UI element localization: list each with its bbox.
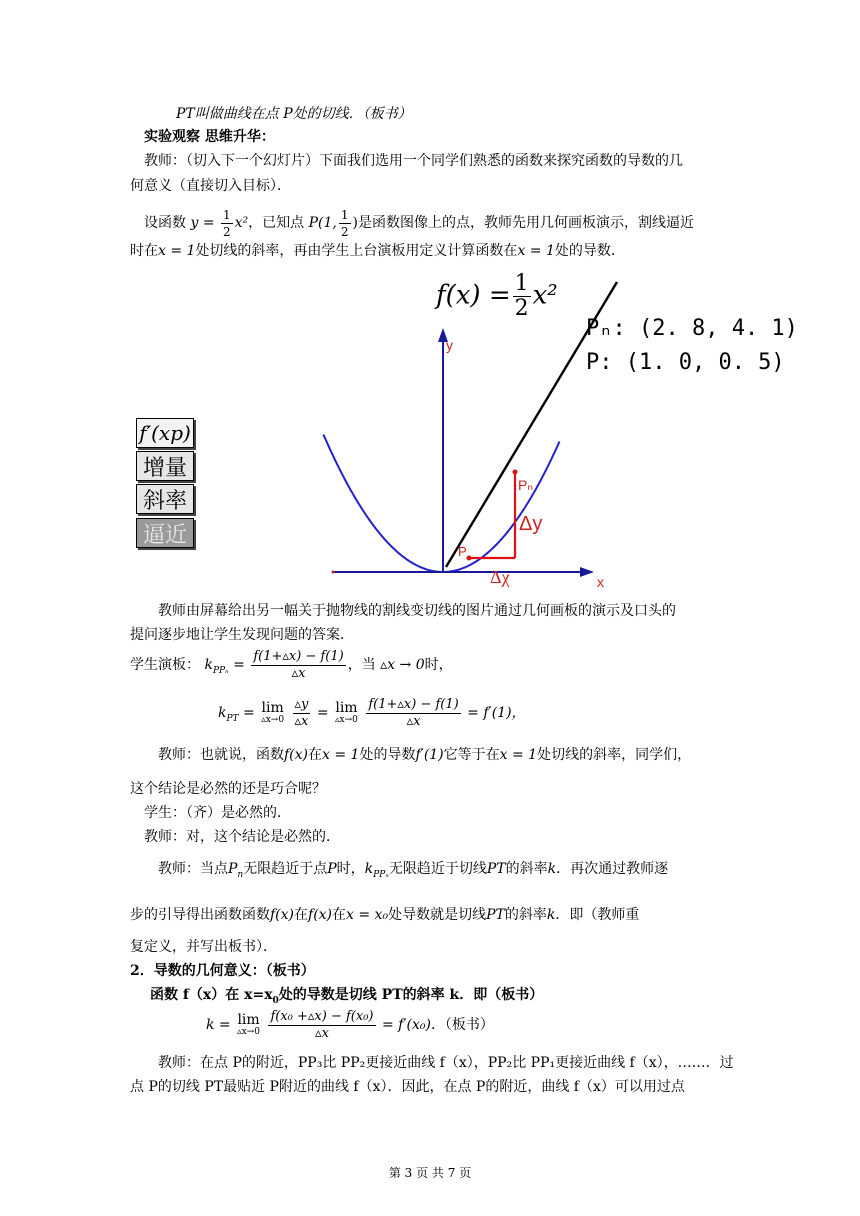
figure-formula: f(x) = $\frac{1}{2}$ x² [436, 271, 558, 321]
section-heading-experiment: 实验观察 思维升华： [144, 129, 275, 145]
delta-y-label: Δy [519, 513, 543, 535]
readout-pn: Pₙ: (2. 8, 4. 1) [586, 316, 798, 341]
parabola-figure [0, 262, 860, 592]
pn-label: Pₙ [518, 477, 533, 493]
text-line-6: 时在x = 1处切线的斜率，再由学生上台演板用定义计算函数在x = 1处的导数． [130, 243, 625, 259]
section-heading-geometric-meaning: 2．导数的几何意义：（板书） [130, 963, 315, 979]
text-line-21: 点 P的切线 PT最贴近 P附近的曲线 f（x）．因此，在点 P的附近，曲线 f（x）可以用过点 [130, 1079, 685, 1095]
button-derivative[interactable]: f′(xp) [136, 418, 194, 448]
text-line-15: 步的引导得出函数函数f(x)在f(x)在x = x₀处导数就是切线PT的斜率k．即（教师重 [130, 907, 640, 923]
text-line-8: 提问逐步地让学生发现问题的答案． [130, 627, 354, 643]
button-approach[interactable]: 逼近 [136, 518, 194, 548]
delta-x-label: Δχ [490, 567, 510, 587]
text-line-13: 教师：对，这个结论是必然的． [144, 829, 340, 845]
point-p [467, 556, 472, 561]
student-board-line: 学生演板： $k_{PP_n}$ = $\frac{f(1+▵x) - f(1)}{▵x}$ ，当 ▵x → 0时， [130, 648, 453, 681]
y-axis-label: y [446, 337, 453, 353]
text-line-16: 复定义，并写出板书）． [130, 939, 277, 955]
point-pn [513, 470, 518, 475]
text-line-11: 这个结论是必然的还是巧合呢？ [130, 781, 326, 797]
text-line-12: 学生：（齐）是必然的． [144, 805, 291, 821]
limit-equation: $k_{PT} = \lim$ ▵x→0 $\frac{▵y}{▵x}$ = lim ▵x→0 $\frac{f(1+▵x) - f(1)}{▵x}$ = f′(1)， [218, 696, 526, 729]
p-label: P [458, 544, 467, 559]
x-axis-arrow [580, 567, 594, 577]
x-axis-label: x [597, 574, 604, 590]
text-line-10: 教师：也就说，函数f(x)在x = 1处的导数f′(1)它等于在x = 1处切线的斜率，同学们， [158, 747, 692, 763]
page-footer: 第 3 页 共 7 页 [388, 1166, 472, 1180]
text-line-20: 教师：在点 P的附近，PP₃比 PP₂更接近曲线 f（x），PP₂比 PP₁更接近曲线 f（x），……．过 [158, 1055, 734, 1071]
button-slope[interactable]: 斜率 [136, 484, 194, 514]
definition-formula: k = lim ▵x→0 $\frac{\text{f(x₀ +▵x) − f(x₀)}}{▵x}$ = f′(x₀)．（板书） [206, 1008, 494, 1041]
parabola-curve [323, 435, 559, 573]
text-line-3: 教师：（切入下一个幻灯片）下面我们选用一个同学们熟悉的函数来探究函数的导数的几 [144, 153, 683, 169]
definition-line: 函数 f（x）在 $x=x_0$处的导数是切线 PT的斜率 k．即（板书） [150, 987, 544, 1006]
text-line-14: 教师：当点$P_n$无限趋近于点P时，$k_{PP_n}$无限趋近于切线PT的斜率k．再次通过教师逐 [158, 861, 669, 880]
button-increment[interactable]: 增量 [136, 451, 194, 481]
text-line-4: 何意义（直接切入目标）． [130, 178, 291, 194]
text-line-5: 设函数 y = $\frac{1}{2}$ x²，已知点 P(1, $\frac{1}{2}$ )是函数图像上的点，教师先用几何画板演示，割线逼近 [144, 207, 694, 239]
readout-p: P: (1. 0, 0. 5) [586, 350, 785, 375]
text-line-7: 教师由屏幕给出另一幅关于抛物线的割线变切线的图片通过几何画板的演示及口头的 [158, 603, 676, 619]
text-line-1: PT叫做曲线在点 P处的切线．（板书） [176, 106, 412, 122]
